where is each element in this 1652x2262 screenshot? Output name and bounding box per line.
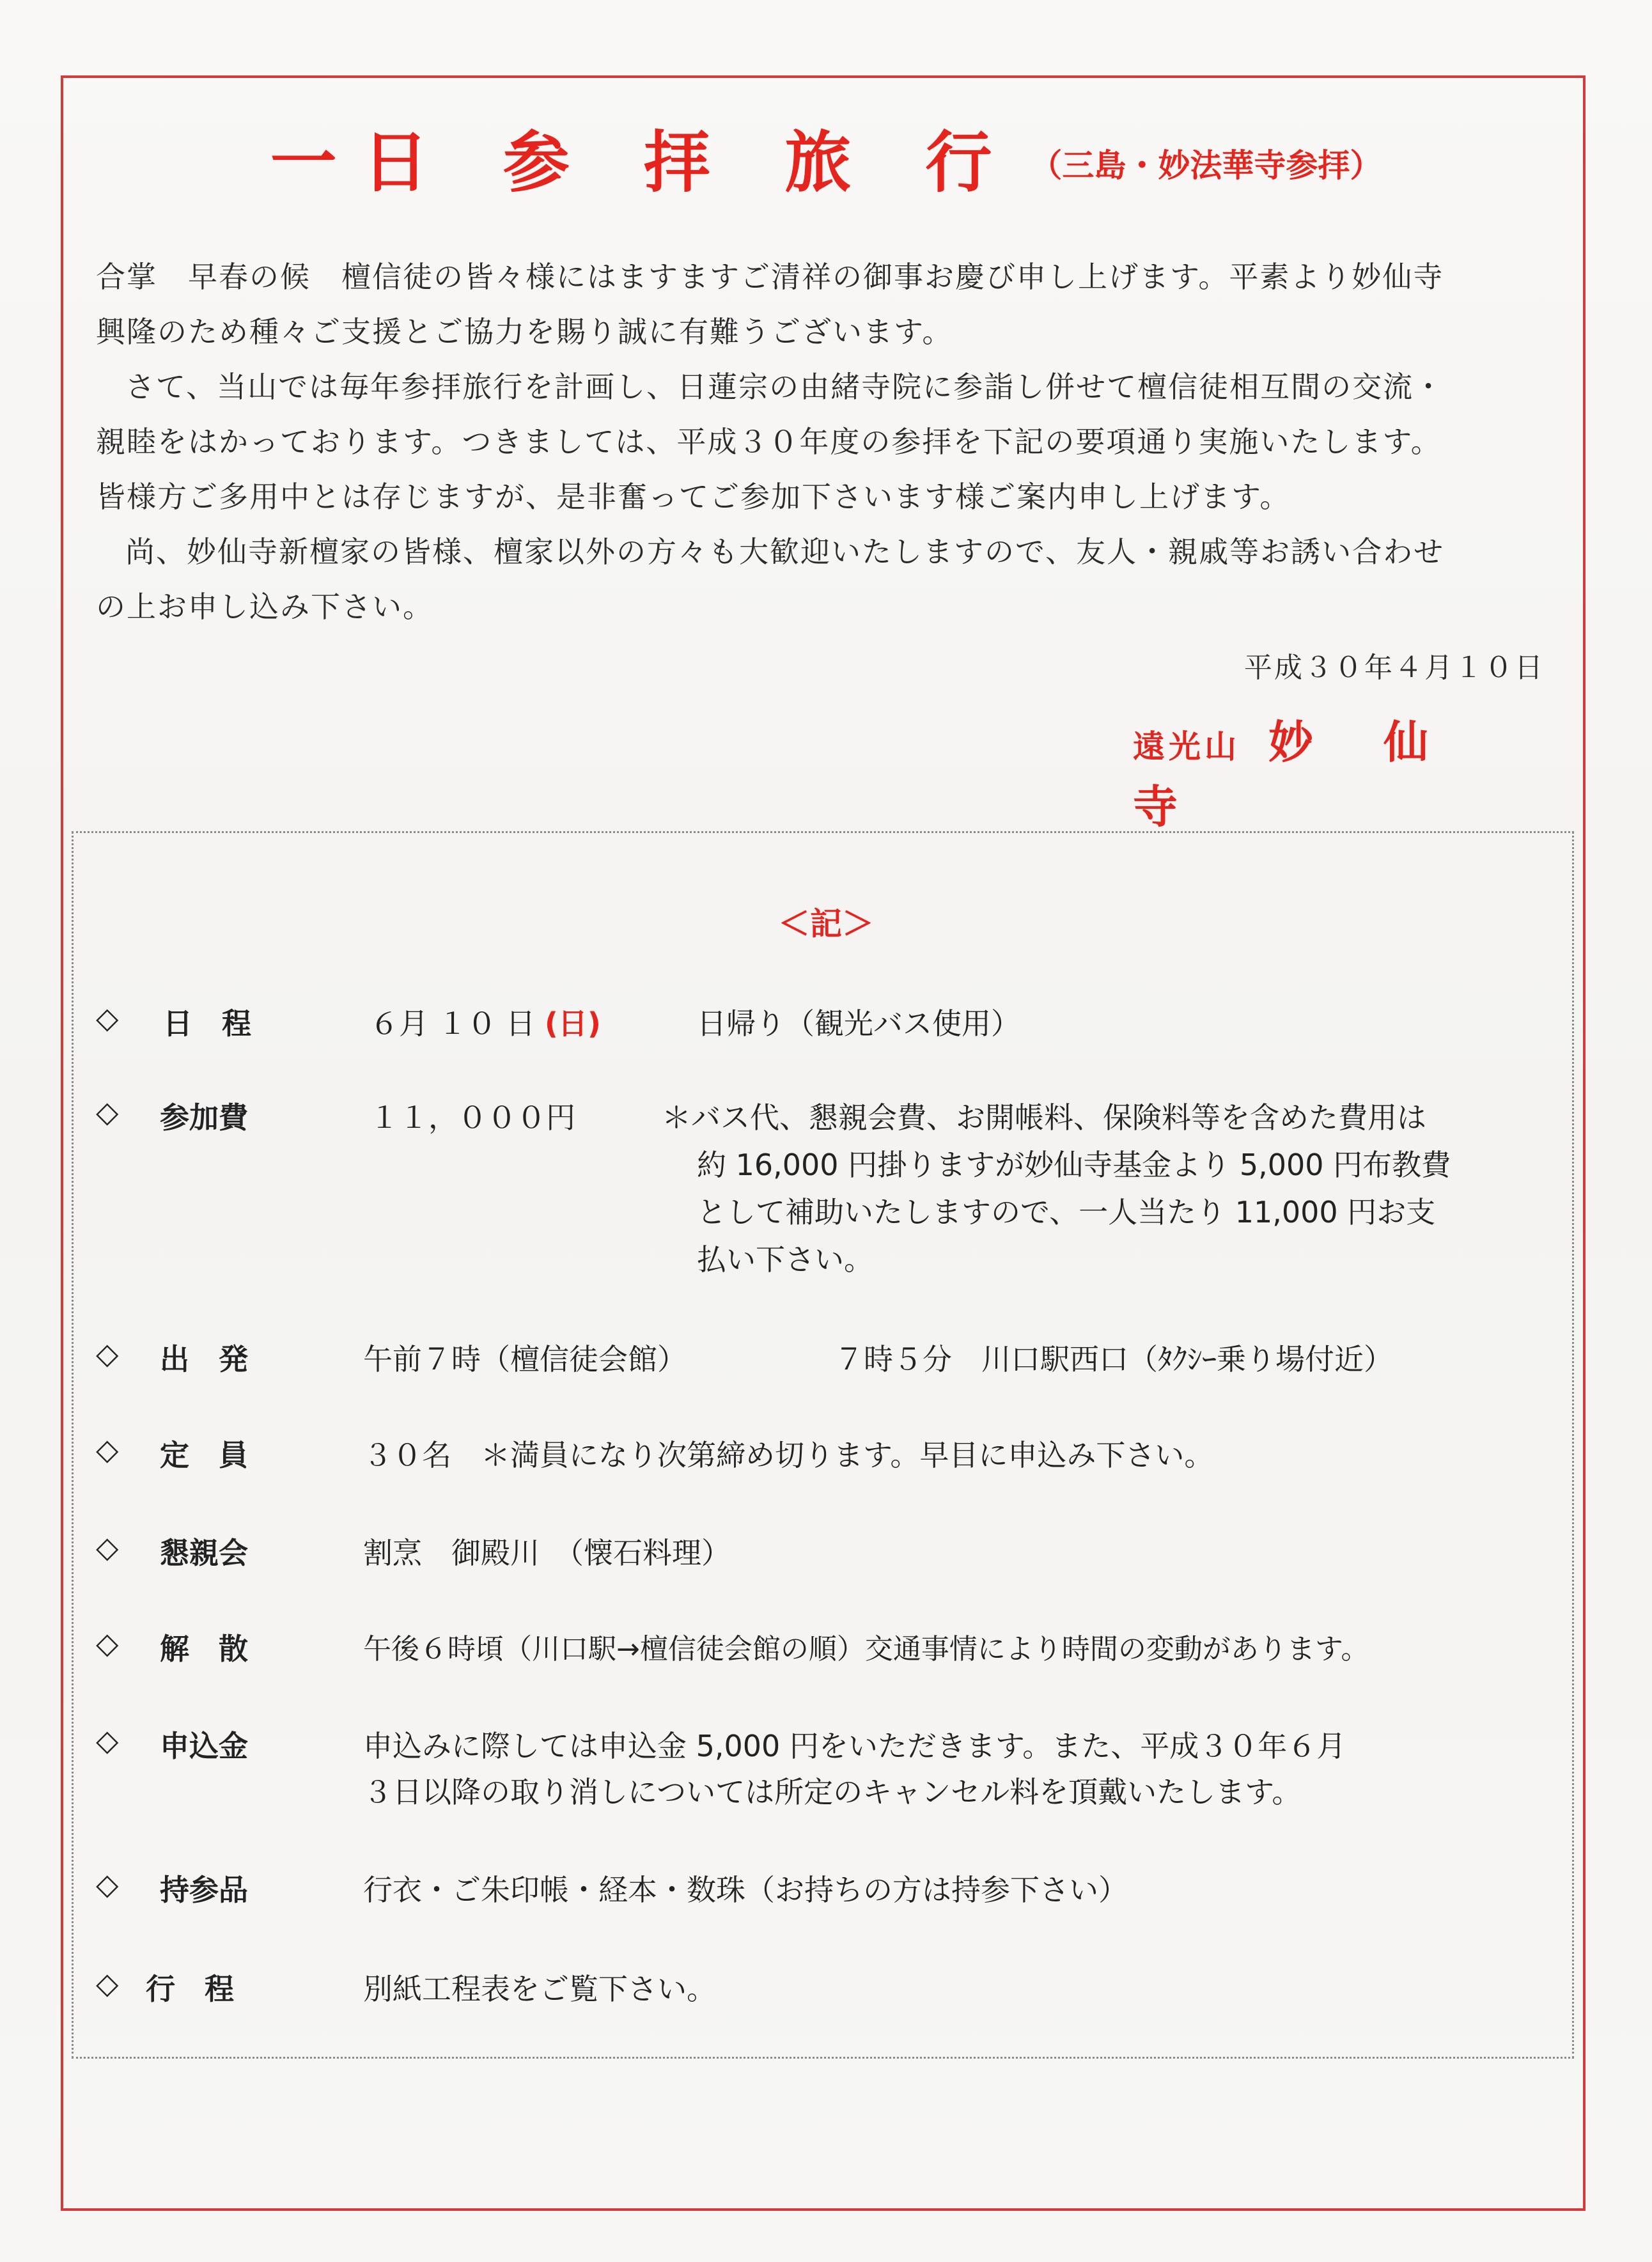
departure-second: ７時５分 川口駅西口（ﾀｸｼｰ乗り場付近） xyxy=(834,1342,1393,1377)
title-area xyxy=(0,109,1652,205)
departure-first: 午前７時（檀信徒会館） xyxy=(363,1342,687,1377)
diamond-bullet-icon: ◇ xyxy=(96,1336,119,1371)
fee-note-line: 約 16,000 円掛りますが妙仙寺基金より 5,000 円布教費 xyxy=(697,1148,1451,1182)
diamond-bullet-icon: ◇ xyxy=(96,1530,119,1564)
diamond-bullet-icon: ◇ xyxy=(96,1001,119,1035)
capacity-label: 定 員 xyxy=(160,1438,248,1472)
items-value: 行衣・ご朱印帳・経本・数珠（お持ちの方は持参下さい） xyxy=(363,1873,1128,1907)
intro-line: 尚、妙仙寺新檀家の皆様、檀家以外の方々も大歓迎いたしますので、友人・親戚等お誘い合わせ xyxy=(125,534,1445,569)
temple-signature xyxy=(1133,706,1543,836)
diamond-bullet-icon: ◇ xyxy=(96,1966,119,2001)
details-heading: ＜記＞ xyxy=(778,905,874,942)
intro-line: さて、当山では毎年参拝旅行を計画し、日蓮宗の由緒寺院に参詣し併せて檀信徒相互間の交流・ xyxy=(125,370,1445,404)
fee-note-line: として補助いたしますので、一人当たり 11,000 円お支 xyxy=(697,1195,1436,1229)
party-value: 割烹 御殿川 （懐石料理） xyxy=(363,1536,731,1570)
page-title: 一日 参 拝 旅 行 xyxy=(270,123,1018,201)
party-label: 懇親会 xyxy=(160,1536,248,1570)
intro-line: 合掌 早春の候 檀信徒の皆々様にはますますご清祥の御事お慶び申し上げます。平素より妙仙寺 xyxy=(96,260,1444,294)
signature-temple-name: 妙仙寺 xyxy=(1133,715,1499,833)
diamond-bullet-icon: ◇ xyxy=(96,1432,119,1467)
departure-label: 出 発 xyxy=(160,1342,248,1377)
deposit-label: 申込金 xyxy=(160,1729,248,1763)
intro-line: の上お申し込み下さい。 xyxy=(96,589,433,624)
schedule-date xyxy=(370,1001,601,1043)
dismissal-value: 午後６時頃（川口駅→檀信徒会館の順）交通事情により時間の変動があります。 xyxy=(363,1633,1369,1665)
fee-note-line: 払い下さい。 xyxy=(697,1242,873,1277)
diamond-bullet-icon: ◇ xyxy=(96,1723,119,1758)
page-subtitle: （三島・妙法華寺参拝） xyxy=(1030,147,1382,184)
signature-mountain-name: 遠光山 xyxy=(1133,728,1240,765)
itinerary-value: 別紙工程表をご覧下さい。 xyxy=(363,1972,716,2006)
greeting-letter xyxy=(96,249,1560,634)
fee-note-line: ＊バス代、懇親会費、お開帳料、保険料等を含めた費用は xyxy=(662,1100,1426,1135)
deposit-line: ３日以降の取り消しについては所定のキャンセル料を頂戴いたします。 xyxy=(363,1775,1302,1809)
diamond-bullet-icon: ◇ xyxy=(96,1867,119,1901)
intro-line: 興隆のため種々ご支援とご協力を賜り誠に有難うございます。 xyxy=(96,315,953,349)
letter-date: 平成３０年４月１０日 xyxy=(1244,651,1545,684)
intro-line: 親睦をはかっております。つきましては、平成３０年度の参拝を下記の要項通り実施いたします。 xyxy=(96,425,1442,459)
dismissal-label: 解 散 xyxy=(160,1632,248,1666)
schedule-note: 日帰り（観光バス使用） xyxy=(697,1006,1020,1041)
diamond-bullet-icon: ◇ xyxy=(96,1095,119,1129)
intro-line: 皆様方ご多用中とは存じますが、是非奮ってご参加下さいます様ご案内申し上げます。 xyxy=(96,480,1291,514)
deposit-line: 申込みに際しては申込金 5,000 円をいただきます。また、平成３０年６月 xyxy=(363,1729,1346,1763)
schedule-weekday: (日) xyxy=(544,1006,601,1041)
diamond-bullet-icon: ◇ xyxy=(96,1626,119,1660)
fee-amount: １１，０００円 xyxy=(370,1100,575,1135)
itinerary-label: 行 程 xyxy=(146,1972,234,2006)
items-label: 持参品 xyxy=(160,1873,248,1907)
schedule-date-text: ６月 １０ 日 xyxy=(370,1006,536,1041)
fee-label: 参加費 xyxy=(160,1100,248,1135)
capacity-value: ３０名 ＊満員になり次第締め切ります。早目に申込み下さい。 xyxy=(363,1438,1214,1472)
schedule-label: 日 程 xyxy=(163,1006,251,1041)
